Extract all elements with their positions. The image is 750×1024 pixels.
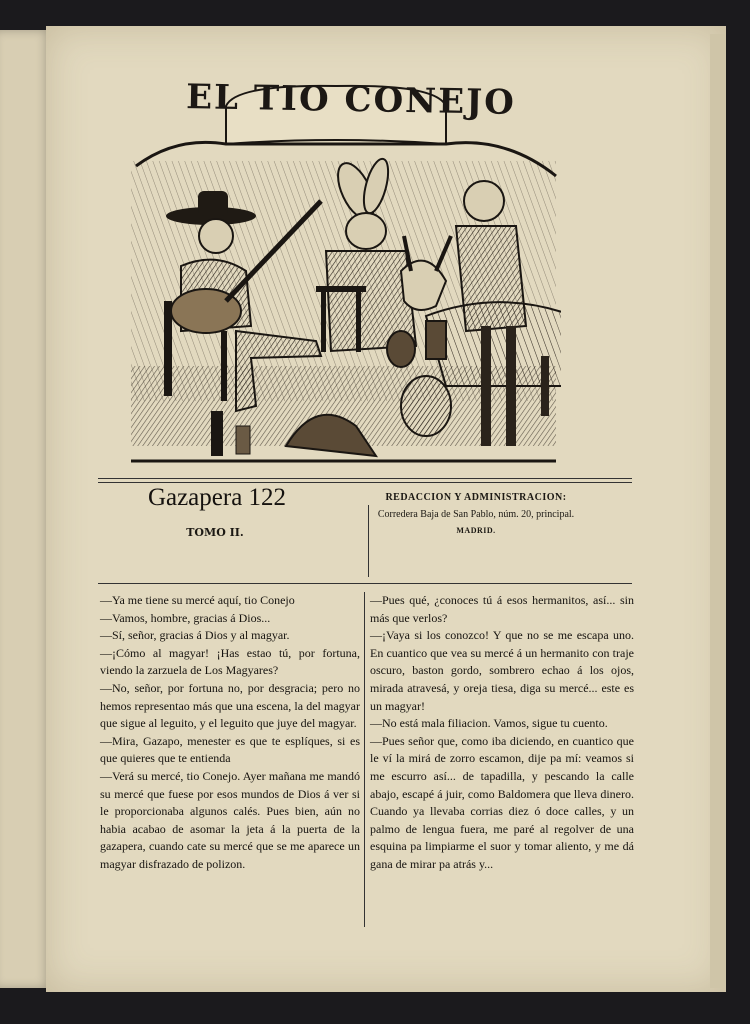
issue-title: Gazapera 122 bbox=[147, 484, 287, 511]
paragraph: —Mira, Gazapo, menester es que te esplíques, si es que quieres que te entienda bbox=[100, 733, 360, 766]
volume-label: TOMO II. bbox=[186, 526, 244, 539]
paragraph: —Sí, señor, gracias á Dios y al magyar. bbox=[100, 628, 290, 643]
masthead-title: EL TIO CONEJO bbox=[185, 77, 517, 123]
administration-address: Corredera Baja de San Pablo, núm. 20, principal. bbox=[377, 509, 575, 520]
paragraph: —¡Cómo al magyar! ¡Has estao tú, por fortuna, viendo la zarzuela de Los Magyares? bbox=[100, 645, 360, 678]
header-top-rule bbox=[98, 478, 632, 479]
administration-city: MADRID. bbox=[456, 526, 496, 535]
paragraph: —Verá su mercé, tio Conejo. Ayer mañana me mandó su mercé que fuese por esos mundos de Dios á ver si le proporcionaba algunos calés. Pues bien, aún no habia acabao de asomar la jeta á la puerta de la gazapera, cuando cate su mercé que se me aparece un magyar disfrazado de polizon. bbox=[100, 768, 360, 871]
paragraph: —Pues señor que, como iba diciendo, en cuantico que le ví la mirá de zorro escamon, dije pa mí: veamos si me escurro así... de tapadilla, y pescando la calle abajo, escapé á juir, como Baldomera que lleva dinero. Cuando ya llevaba corrias diez ó doce calles, y un palmo de lengua fuera, me paré al regolver de una esquina pa limpiarme el suor y tomar aliento, y me dá gana de mirar pa atrás y... bbox=[370, 733, 634, 871]
masthead-illustration bbox=[86, 66, 561, 466]
paragraph: —Ya me tiene su mercé aquí, tio Conejo bbox=[100, 593, 295, 607]
page-edge-right bbox=[710, 34, 726, 988]
left-column bbox=[100, 592, 360, 874]
administration-block bbox=[326, 492, 626, 535]
header-top-rule-2 bbox=[98, 482, 632, 483]
paragraph: —¡Vaya si los conozco! Y que no se me escapa uno. En cuantico que vea su mercé á un hermanito con traje oscuro, baston gordo, sombrero echao á los ojos, mirada atravesá, y oreja tiesa, diga su mercé... este es un magyar! bbox=[370, 628, 634, 713]
right-column bbox=[370, 592, 634, 874]
paragraph: —No, señor, por fortuna no, por desgracia; pero no hemos representao más que una escena, la del magyar que sigue al leguito, y el leguito que juye del magyar. bbox=[100, 680, 360, 731]
paragraph: —Vamos, hombre, gracias á Dios... bbox=[100, 610, 271, 625]
administration-heading: REDACCION Y ADMINISTRACION: bbox=[385, 492, 567, 503]
header-bottom-rule bbox=[98, 583, 632, 584]
column-divider bbox=[364, 592, 365, 927]
paragraph: —Pues qué, ¿conoces tú á esos hermanitos, así... sin más que verlos? bbox=[370, 593, 634, 625]
paragraph: —No está mala filiacion. Vamos, sigue tu cuento. bbox=[370, 716, 608, 731]
